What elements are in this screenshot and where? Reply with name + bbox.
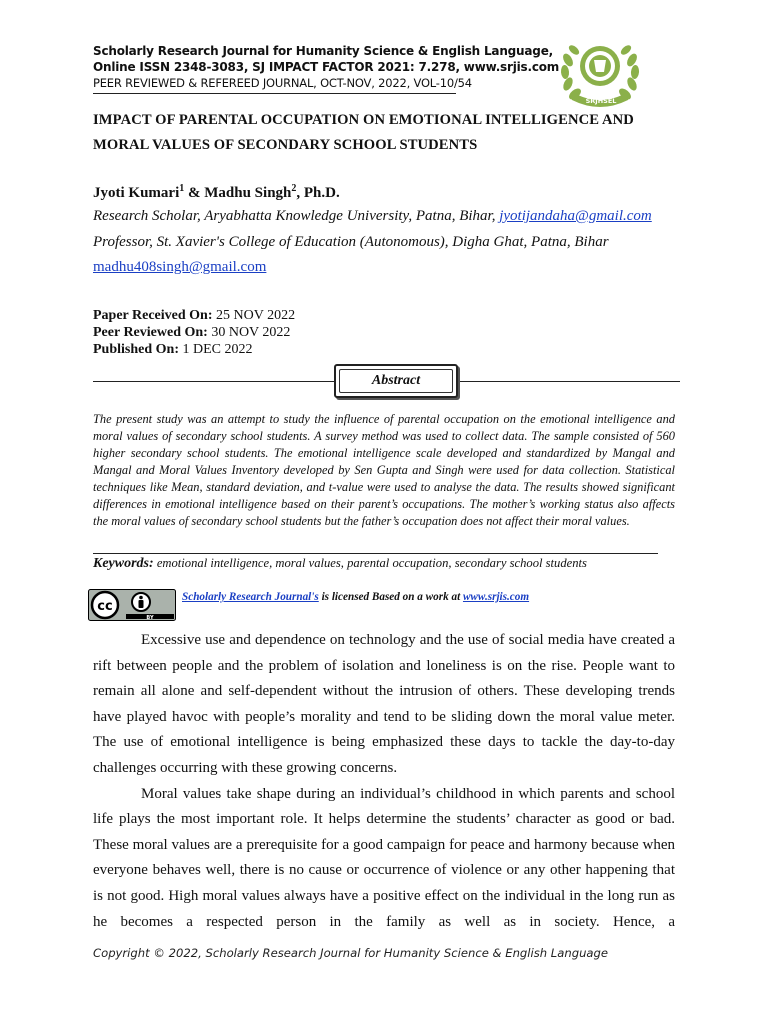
published-line	[93, 342, 252, 358]
author-2-superscript: 2	[291, 183, 297, 194]
header-underline	[93, 93, 456, 94]
received-value: 25 NOV 2022	[212, 308, 296, 323]
logo-text: SRJHSEL	[585, 97, 617, 105]
keywords-label: Keywords:	[93, 556, 154, 571]
cc-label: cc	[97, 599, 113, 614]
license-middle: is licensed Based on a work at	[318, 591, 463, 603]
affiliation-2: Professor, St. Xavier's College of Education (Autonomous), Digha Ghat, Patna, Bihar	[93, 234, 609, 250]
author-separator: &	[184, 185, 205, 201]
paper-title: IMPACT OF PARENTAL OCCUPATION ON EMOTIONAL INTELLIGENCE AND MORAL VALUES OF SECONDARY SCHOOL STUDENTS	[93, 112, 634, 153]
author-2: Madhu Singh	[204, 185, 292, 201]
authors-line	[93, 183, 340, 202]
received-label: Paper Received On:	[93, 308, 213, 323]
reviewed-value: 30 NOV 2022	[207, 325, 291, 340]
body-paragraph-1: Excessive use and dependence on technology and the use of social media have created a rift between people and the problem of isolation and loneliness is on the rise. People want to remain all alone and self-dependent without the intrusion of others. These developing trends have played havoc with people’s morality and tend to be sliding down the moral value meter. The use of emotional intelligence is being emphasized these days to tackle the day-to-day challenges occurring with these growing concerns.	[93, 632, 675, 776]
reviewed-label: Peer Reviewed On:	[93, 325, 208, 340]
published-value: 1 DEC 2022	[178, 342, 253, 357]
affiliation-1-text: Research Scholar, Aryabhatta Knowledge University, Patna, Bihar,	[93, 208, 500, 224]
body-paragraph-2: Moral values take shape during an individual’s childhood in which parents and school life plays the most important role. It helps determine the students’ character as good or bad. These moral values are a prerequisite for a good campaign for peace and harmony because when everyone behaves well, there is no cause or occurrence of violence or any other happening that is not good. High moral values always have a positive effect on the individual in the long run as he becomes a respected person in the family as well as in society. Hence, a	[93, 785, 675, 930]
by-label: BY	[146, 615, 154, 621]
paper-received-line	[93, 308, 295, 324]
journal-link[interactable]: Scholarly Research Journal's	[182, 591, 319, 603]
abstract-heading: Abstract	[339, 369, 453, 393]
license-line	[182, 591, 529, 603]
site-link[interactable]: www.srjis.com	[462, 591, 530, 603]
keywords-divider	[93, 553, 658, 554]
email-2	[93, 259, 266, 276]
affiliation-1	[93, 208, 652, 225]
cc-by-license-icon[interactable]	[88, 589, 176, 621]
copyright-footer: Copyright © 2022, Scholarly Research Journal for Humanity Science & English Language	[93, 946, 609, 960]
body-text	[93, 628, 675, 935]
keywords-line	[93, 556, 587, 572]
abstract-heading-box	[334, 364, 458, 398]
abstract-text: The present study was an attempt to study the influence of parental occupation on the emotional intelligence and moral values of secondary school students. A survey method was used to collect data. The sample consisted of 560 higher secondary school students. The emotional intelligence scale developed and standardized by Mangal and Mangal and Moral Values Inventory developed by Sen Gupta and Singh were used for data collection. Statistical techniques like Mean, standard deviation, and t-value were used to analyse the data. The results showed significant differences in emotional intelligence based on their parent’s occupations. The mother’s working status also affects the moral values of secondary school students but the father’s occupation does not affect their moral values.	[93, 412, 675, 528]
email-1-link[interactable]: jyotijandaha@gmail.com	[499, 208, 652, 224]
keywords-list: emotional intelligence, moral values, parental occupation, secondary school students	[153, 556, 587, 570]
journal-issn-line: Online ISSN 2348-3083, SJ IMPACT FACTOR 2021: 7.278, www.srjis.com	[93, 60, 560, 74]
author-1: Jyoti Kumari	[93, 185, 180, 201]
email-2-link[interactable]: madhu408singh@gmail.com	[93, 259, 267, 275]
author-2-suffix: , Ph.D.	[296, 185, 340, 201]
author-1-superscript: 1	[179, 183, 185, 194]
journal-name-line: Scholarly Research Journal for Humanity Science & English Language,	[93, 44, 553, 58]
published-label: Published On:	[93, 342, 179, 357]
journal-issue-line: PEER REVIEWED & REFEREED JOURNAL, OCT-NOV, 2022, VOL-10/54	[93, 76, 472, 90]
peer-reviewed-line	[93, 325, 290, 341]
